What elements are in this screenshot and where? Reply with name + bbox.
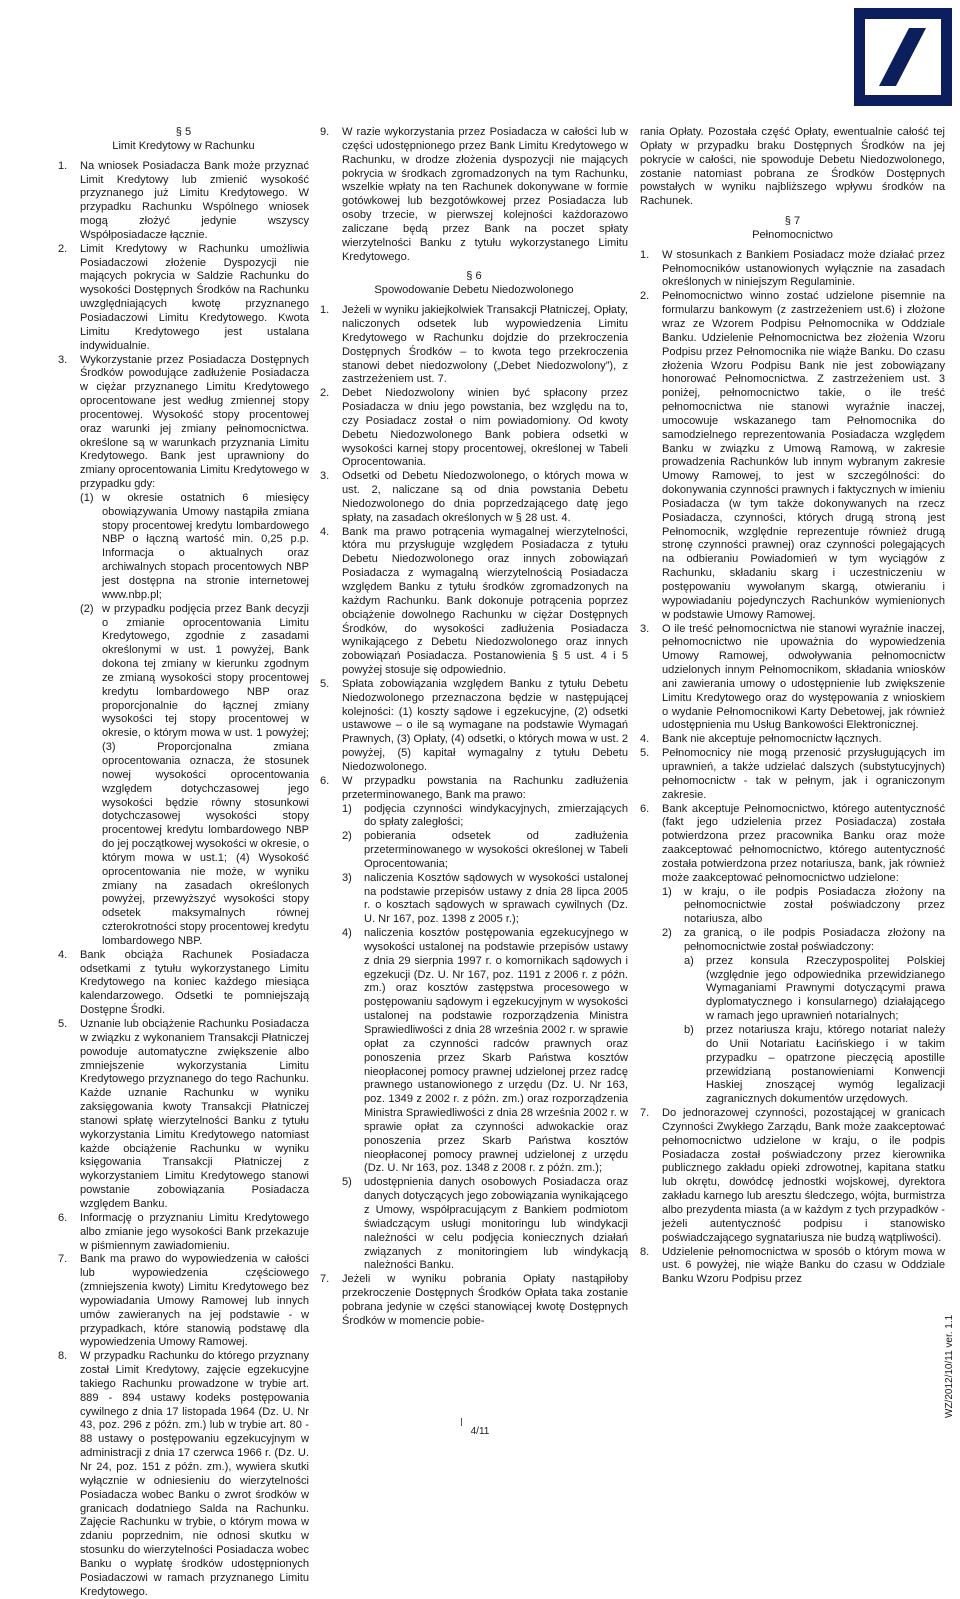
item-number: 6. (640, 802, 650, 815)
sub-list-item (342, 803, 628, 831)
section-5-heading (58, 126, 309, 154)
item-number: 1. (58, 159, 68, 172)
list-item (640, 249, 945, 291)
sub-list-item (342, 927, 628, 1176)
sub-list-item (342, 1176, 628, 1273)
item-text: Do jednorazowej czynności, pozostającej w granicach Czynności Zwykłego Zarządu, Bank może zaakceptować pełnomocnictwo udzielone w kraju, o ile podpis Posiadacza został poświadczony przez kierownika publicznego zakładu opieki zdrowotnej, kapitana statku lub okrętu, dowódcę jednostki wojskowej, dyrektora zakładu karnego lub aresztu śledczego, wójta, burmistrza albo prezydenta miasta (a w każdym z tych przypadków - jeżeli autentyczność podpisu i stanowisko poświadczającego sygnatariusza nie budzą wątpliwości). (662, 1107, 945, 1244)
item-number: 6. (320, 774, 330, 787)
list-item (320, 1273, 628, 1328)
sub-sub-list-item (684, 955, 945, 1024)
item-text: Bank akceptuje Pełnomocnictwo, którego autentyczność (fakt jego udzielenia przez Posiadacza) została potwierdzona przez pracownika Banku oraz może zaakceptować pełnomocnictwo, którego autentyczność została potwierdzona przez notariusza, bank, jak również może zaakceptować pełnomocnictwo udzielone: (662, 802, 945, 884)
item-text: Jeżeli w wyniku pobrania Opłaty nastąpiłoby przekroczenie Dostępnych Środków Opłata taka zostanie pobrana jedynie w części stanowiącej kwotę Dostępnych Środków w momencie pobie- (342, 1273, 628, 1327)
section-number: § 6 (466, 270, 482, 283)
item-number: (1) (80, 491, 94, 504)
list-item (320, 775, 628, 1273)
item-number: 3. (320, 470, 330, 483)
item-number: 4) (342, 927, 352, 940)
item-number: 5. (58, 1018, 68, 1030)
list-item (640, 803, 945, 1108)
item-number: 1) (662, 885, 672, 898)
item-text: Spłata zobowiązania względem Banku z tytułu Debetu Niedozwolonego przeznaczona będzie w następującej kolejności: (1) koszty sądowe i egzekucyjne, (2) odsetki ustawowe – o ile są wymagane na podstawie Wymagań Prawnych, (3) Opłaty, (4) odsetki, o których mowa w ust. 2 powyżej, (5) kapitał wymagalny z tytułu Debetu Niedozwolonego. (342, 677, 628, 773)
item-number: 2. (320, 387, 330, 400)
item-text: w przypadku podjęcia przez Bank decyzji o zmianie oprocentowania Limitu Kredytowego, zgodnie z zasadami określonymi w ust. 1 powyżej, Bank dokona tej zmiany w kierunku zgodnym ze zmianą wysokości stopy procentowej kredytu lombardowego NBP oraz proporcjonalnie do łącznej zmiany wysokości tej stopy procentowej w okresie, o którym mowa w ust. 1 powyżej; (3) Proporcjonalna zmiana oprocentowania oznacza, że stosunek nowej wysokości oprocentowania względem dotychczasowej jego wysokości będzie równy stosunkowi dotychczasowej wysokości stopy procentowej kredytu lombardowego NBP do jej początkowej wysokości w okresie, o którym mowa w ust.1; (4) Wysokość oprocentowania nie może, w wyniku zmiany na zasadach określonych powyżej, przewyższyć wysokości stopy odsetek maksymalnych równej czterokrotności stopy procentowej kredytu lombardowego NBP. (102, 602, 309, 947)
list-item (58, 1253, 309, 1350)
list-item (320, 678, 628, 775)
section-6-heading (320, 270, 628, 298)
item-text: Debet Niedozwolony winien być spłacony przez Posiadacza w dniu jego powstania, bez względu na to, czy Posiadacz został o nim powiadomiony. Od kwoty Debetu Niedozwolonego Bank pobiera odsetki w wysokości karnej stopy procentowej, określonej w Tabeli Oprocentowania. (342, 387, 628, 469)
item-text: w okresie ostatnich 6 miesięcy obowiązywania Umowy nastąpiła zmiana stopy procentowej kredytu lombardowego NBP o łączną wartość min. 0,25 p.p. Informacja o aktualnych oraz archiwalnych stopach procentowych NBP jest dostępna na stronie internetowej www.nbp.pl; (102, 491, 309, 601)
item-text: pobierania odsetek od zadłużenia przeterminowanego w wysokości określonej w Tabeli Oprocentowania; (364, 830, 628, 870)
list-item (640, 623, 945, 734)
item-number: 6. (58, 1211, 68, 1224)
item-text: W przypadku powstania na Rachunku zadłużenia przeterminowanego, Bank ma prawo: (342, 774, 628, 801)
item-text: przez notariusza kraju, którego notariat należy do Unii Notariatu Łacińskiego i w takim przypadku – opatrzone pieczęcią apostille przewidzianą postanowieniami Konwencji Haskiej znoszącej wymóg legalizacji zagranicznych dokumentów urzędowych. (706, 1024, 945, 1106)
item-text: Jeżeli w wyniku jakiejkolwiek Transakcji Płatniczej, Opłaty, naliczonych odsetek lub wypowiedzenia Limitu Kredytowego w Rachunku dojdzie do przekroczenia Dostępnych Środków – to kwota tego przekroczenia stanowi debet niedozwolony („Debet Niedozwolony”), z zastrzeżeniem ust. 7. (342, 304, 628, 386)
item-number: 3) (342, 871, 352, 884)
item-text: naliczenia Kosztów sądowych w wysokości ustalonej na podstawie przepisów ustawy z dnia 28 lipca 2005 r. o kosztach sądowych w sprawach cywilnych (Dz. U. Nr 167, poz. 1398 z 2005 r.); (364, 871, 628, 926)
item-text: Odsetki od Debetu Niedozwolonego, o których mowa w ust. 2, naliczane są od dnia powstania Debetu Niedozwolonego do dnia poprzedzającego datę jego spłaty, na zasadach określonych w § 28 ust. 4. (342, 470, 628, 524)
item-number: 5. (640, 747, 650, 760)
list-item (58, 160, 309, 243)
item-number: 5. (320, 677, 330, 690)
item-number: 4. (320, 525, 330, 538)
item-text: udostępnienia danych osobowych Posiadacza oraz danych dotyczących jego zobowiązania wynikającego z Umowy, współpracującym z Bankiem podmiotom świadczącym usługi monitoringu lub windykacji należności w celu podjęcia koniecznych działań związanych z monitoringiem lub windykacją należności Banku. (364, 1176, 628, 1272)
section-title: Pełnomocnictwo (752, 228, 833, 241)
item-text: za granicą, o ile podpis Posiadacza złożony na pełnomocnictwie został poświadczony: (684, 927, 945, 953)
column-left (58, 126, 309, 1599)
list-item (320, 126, 628, 264)
item-text: Informację o przyznaniu Limitu Kredytowego albo zmianie jego wysokości Bank przekazuje w piśmiennym zawiadomieniu. (80, 1211, 309, 1252)
list-item (640, 1107, 945, 1245)
item-number: 1. (320, 304, 330, 317)
item-text: podjęcia czynności windykacyjnych, zmierzających do spłaty zaległości; (364, 802, 628, 829)
item-number: 2) (662, 927, 672, 940)
item-number: b) (684, 1024, 694, 1036)
item-number: 7. (640, 1107, 650, 1120)
column-middle (320, 126, 628, 1329)
item-text: Uznanie lub obciążenie Rachunku Posiadacza w związku z wykonaniem Transakcji Płatniczej powoduje automatyczne zwiększenie albo zmniejszenie wykorzystania Limitu Kredytowego przyznanego do tego Rachunku. Każde uznanie Rachunku w wyniku zaksięgowania kwoty Transakcji Płatniczej stanowi spłatę wierzytelności Banku z tytułu wykorzystania Limitu Kredytowego natomiast każde obciążenie Rachunku w wyniku księgowania Transakcji Płatniczej z wykorzystaniem Limitu Kredytowego stanowi powstanie zobowiązania Posiadacza względem Banku. (80, 1018, 309, 1210)
section-number: § 7 (784, 215, 801, 228)
item-number: 7. (58, 1253, 68, 1266)
item-number: 4. (58, 948, 68, 961)
item-text: przez konsula Rzeczypospolitej Polskiej (względnie jego odpowiednika przewidzianego Wymaganiami Prawnymi dotyczącymi prawa dyplomatycznego i konsularnego) działającego w ramach jego uprawnień notarialnych; (706, 954, 945, 1023)
item-number: a) (684, 954, 694, 967)
item-number: 7. (320, 1273, 330, 1286)
list-item (320, 304, 628, 387)
item-number: 3. (58, 353, 68, 366)
item-text: W stosunkach z Bankiem Posiadacz może działać przez Pełnomocników ustanowionych wyłącznie na zasadach określonych w niniejszym Regulaminie. (662, 248, 945, 289)
section-number: § 5 (175, 126, 192, 138)
item-text: w kraju, o ile podpis Posiadacza złożony na pełnomocnictwie został poświadczony przez notariusza, albo (684, 885, 945, 926)
item-number: 9. (320, 126, 330, 138)
item-text: Limit Kredytowy w Rachunku umożliwia Posiadaczowi złożenie Dyspozycji nie mających pokrycia w Saldzie Rachunku do wysokości Dostępnych Środków na Rachunku uwzględniających kwotę przyznanego Posiadaczowi Limitu Kredytowego. Kwota Limitu Kredytowego jest ustalana indywidualnie. (80, 242, 309, 352)
item-text: Na wniosek Posiadacza Bank może przyznać Limit Kredytowy lub zmienić wysokość przyznanego już Limitu Kredytowego. W przypadku Rachunku Wspólnego wniosek mogą złożyć jedynie wszyscy Współposiadacze łącznie. (80, 159, 309, 241)
list-item (320, 470, 628, 525)
bank-logo (854, 8, 952, 106)
section-title: Limit Kredytowy w Rachunku (112, 139, 255, 152)
section-7-heading (640, 215, 945, 243)
item-text: naliczenia kosztów postępowania egzekucyjnego w wysokości ustalonej na podstawie przepisów ustawy z dnia 29 sierpnia 1997 r. o komornikach sądowych i egzekucji (Dz. U. Nr 167, poz. 1191 z 2006 r. z późn. zm.) oraz kosztów zastępstwa procesowego w postępowaniu sądowym i egzekucyjnym w wysokości ustalonej na podstawie rozporządzenia Ministra Sprawiedliwości z dnia 28 września 2002 r. w sprawie opłat za czynności radców prawnych oraz ponoszenia przez Skarb Państwa kosztów nieopłaconej pomocy prawnej udzielonej przez radcę prawnego ustanowionego z urzędu (Dz. U. Nr 163, poz. 1349 z 2002 r. z późn. zm.) oraz rozporządzenia Ministra Sprawiedliwości z dnia 28 września 2002 r. w sprawie opłat za czynności adwokackie oraz ponoszenia przez Skarb Państwa kosztów nieopłaconej pomocy prawnej udzielonej z urzędu (Dz. U. Nr 163, poz. 1348 z 2008 r. z późn. zm.); (364, 927, 628, 1175)
item-text: Bank ma prawo do wypowiedzenia w całości lub wypowiedzenia częściowego (zmniejszenia kwoty) Limitu Kredytowego bez wypowiadania Umowy Ramowej lub innych umów zawieranych na jej podstawie - w przypadkach, które stanowią podstawę dla wypowiedzenia Umowy Ramowej. (80, 1253, 309, 1349)
item-number: (2) (80, 602, 94, 615)
item-number: 5) (342, 1176, 352, 1189)
document-code: WZ/2012/10/11 ver. 1.1 (944, 1314, 955, 1418)
sub-list-item (662, 927, 945, 1107)
item-text: Bank nie akceptuje pełnomocnictw łącznych. (662, 733, 882, 746)
list-item (320, 526, 628, 678)
item-text: Pełnomocnicy nie mogą przenosić przysługujących im uprawnień, a także udzielać dalszych (substytucyjnych) pełnomocnictw - tak w pełnym, jak i ograniczonym zakresie. (662, 747, 945, 801)
sub-list-item (342, 872, 628, 927)
item-number: 3. (640, 622, 650, 635)
item-text: Pełnomocnictwo winno zostać udzielone pisemnie na formularzu bankowym (z zastrzeżeniem ust.6) i złożone wraz ze Wzorem Podpisu Pełnomocnika w Oddziale Banku. Udzielenie Pełnomocnictwa bez złożenia Wzoru Podpisu przez Pełnomocnika nie wiąże Banku. Do czasu złożenia Wzoru Podpisu Bank nie jest zobowiązany honorować Pełnomocnictwa. Z zastrzeżeniem ust. 3 poniżej, pełnomocnictwo takie, o ile treść pełnomocnictwa nie stanowi wyraźnie inaczej, umocowuje wskazanego tam Pełnomocnika do samodzielnego reprezentowania Posiadacza względem Banku w związku z Umową Ramową, w zakresie prowadzenia Rachunków lub innym wybranym zakresie Umowy Ramowej, to jest w szczególności: do dokonywania czynności prawnych i faktycznych w imieniu Posiadacza (w tym także dokonywanych na rzecz Posiadacza, czynności, których drugą stroną jest Pełnomocnik, względnie reprezentuje również drugą stronę czynności prawnej) oraz czynności polegających na odbieraniu Powiadomień w tym wyciągów z Rachunku, składaniu skarg i uczestniczeniu w postępowaniu wywołanym skargą, otwieraniu i wypowiadaniu pojedynczych Rachunków wymienionych w podstawie Umowy Ramowej. (662, 290, 946, 621)
continued-paragraph: rania Opłaty. Pozostała część Opłaty, ewentualnie całość tej Opłaty w przypadku braku Dostępnych Środków na jej pokrycie w całości, nie spowoduje Debetu Niedozwolonego, zostanie natomiast pobrana ze Środków Dostępnych powstałych w wyniku najbliższego wpływu środków na Rachunek. (640, 126, 945, 208)
section-title: Spowodowanie Debetu Niedozwolonego (374, 284, 574, 297)
item-number: 1) (342, 802, 352, 815)
item-number: 2. (58, 242, 68, 255)
list-item (58, 949, 309, 1018)
list-item (58, 1018, 309, 1212)
sub-sub-list-item (684, 1024, 945, 1107)
list-item (640, 290, 945, 622)
item-text: Bank ma prawo potrącenia wymagalnej wierzytelności, która mu przysługuje względem Posiadacza z tytułu Debetu Niedozwolonego oraz innych zobowiązań Posiadacza z wymagalną wierzytelnością Posiadacza względem Banku z tytułu środków zgromadzonych na każdym Rachunku. Bank dokonuje potrącenia poprzez obciążenie dowolnego Rachunku w ciężar Dostępnych Środków, do wysokości zadłużenia Posiadacza wynikającego z Debetu Niedozwolonego oraz innych zobowiązań Posiadacza. Postanowienia § 5 ust. 4 i 5 powyżej stosuje się odpowiednio. (342, 525, 628, 677)
item-text: O ile treść pełnomocnictwa nie stanowi wyraźnie inaczej, pełnomocnictwo nie upoważnia do wypowiedzenia Umowy Ramowej, odwoływania pełnomocnictw udzielonych innym Pełnomocnikom, składania wniosków ani zawierania umowy o udostępnienie lub zwiększenie Limitu Kredytowego oraz do występowania z wnioskiem o wydanie Pełnomocnikowi Karty Debetowej, jak również udostępnienia mu Usług Bankowości Elektronicznej. (662, 622, 945, 732)
list-item (640, 1246, 945, 1288)
list-item (58, 354, 309, 949)
list-item (640, 733, 945, 747)
list-item (58, 1350, 309, 1599)
list-item (320, 387, 628, 470)
item-text: Bank obciąża Rachunek Posiadacza odsetkami z tytułu wykorzystanego Limitu Kredytowego na koniec każdego miesiąca kalendarzowego. Odsetki te pomniejszają Dostępne Środki. (80, 948, 309, 1017)
list-item (58, 1212, 309, 1254)
item-number: 2) (342, 830, 352, 843)
item-number: 8. (640, 1245, 650, 1258)
item-number: 2. (640, 290, 650, 303)
sub-list-item (80, 603, 309, 949)
sub-list-item (80, 492, 309, 603)
list-item (640, 747, 945, 802)
item-text: W razie wykorzystania przez Posiadacza w całości lub w części udostępnionego przez Bank Limitu Kredytowego w Rachunku, w drodze złożenia dyspozycji nie mających pokrycia w środkach zgromadzonych na tym Rachunku, wszelkie wpłaty na ten Rachunek dokonywane w formie gotówkowej lub bezgotówkowej przez Posiadacza lub osoby trzecie, w pierwszej kolejności każdorazowo zaliczane będą przez Bank na poczet spłaty wierzytelności Banku z tytułu wykorzystanego Limitu Kredytowego. (342, 126, 628, 263)
footer-divider (461, 1418, 462, 1426)
slash-square-logo-icon (854, 8, 952, 106)
column-right (640, 126, 945, 1287)
list-item (58, 243, 309, 354)
sub-list-item (662, 886, 945, 928)
item-text: Wykorzystanie przez Posiadacza Dostępnych Środków powodujące zadłużenie Posiadacza w ciężar przyznanego Limitu Kredytowego oprocentowane jest według zmiennej stopy procentowej. Wysokość stopy procentowej oraz warunki jej zmiany pełnomocnictwa. określone są w warunkach przyznania Limitu Kredytowego. Bank jest uprawniony do zmiany oprocentowania Limitu Kredytowego w przypadku gdy: (80, 353, 309, 491)
item-number: 8. (58, 1350, 68, 1363)
item-number: 1. (640, 248, 650, 261)
page-number: 4/11 (470, 1426, 490, 1437)
sub-list-item (342, 830, 628, 872)
item-text: Udzielenie pełnomocnictwa w sposób o którym mowa w ust. 6 powyżej, nie wiąże Banku do czasu w Oddziale Banku Wzoru Podpisu przez (662, 1245, 945, 1286)
item-text: W przypadku Rachunku do którego przyznany został Limit Kredytowy, zajęcie egzekucyjne takiego Rachunku prowadzone w trybie art. 889 - 894 ustawy kodeks postępowania cywilnego z dnia 17 listopada 1964 (Dz. U. Nr 43, poz. 296 z późn. zm.) lub w trybie art. 80 - 88 ustawy o postępowaniu egzekucyjnym w administracji z dnia 17 czerwca 1966 r. (Dz. U. Nr 24, poz. 151 z późn. zm.), wywiera skutki wyłącznie w odniesieniu do wierzytelności Posiadacza wobec Banku o zwrot środków w granicach dodatniego Salda na Rachunku. Zajęcie Rachunku w trybie, o którym mowa w zdaniu poprzednim, nie odnosi skutku w stosunku do wierzytelności Posiadacza wobec Banku o wypłatę środków udostępnionych Posiadaczowi w ramach przyznanego Limitu Kredytowego. (80, 1350, 309, 1598)
item-number: 4. (640, 733, 650, 746)
